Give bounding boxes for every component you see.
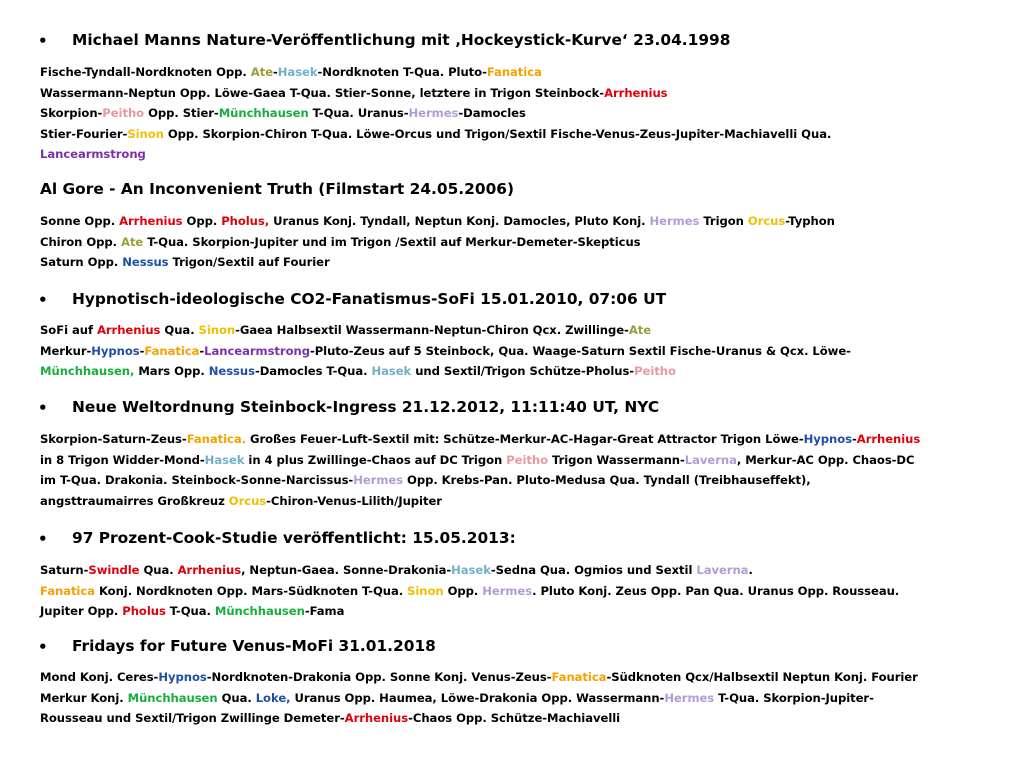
bullet-icon: • [38, 399, 48, 417]
highlighted-term: Orcus [747, 214, 786, 228]
section-body [40, 211, 1024, 273]
text-run: Opp. [182, 214, 222, 228]
highlighted-term: Fanatica. [186, 432, 246, 446]
text-run: -Südknoten Qcx/Halbsextil Neptun Konj. Fourier [606, 670, 918, 684]
text-run: Fische-Tyndall-Nordknoten Opp. [40, 65, 251, 79]
text-run: -Typhon [785, 214, 835, 228]
text-run: -Nordknoten T-Qua. Pluto- [317, 65, 487, 79]
highlighted-term: Pholus [122, 604, 166, 618]
bullet-icon: • [38, 32, 48, 50]
text-run: Jupiter Opp. [40, 604, 123, 618]
text-run: - [199, 343, 205, 358]
text-run: . [748, 563, 753, 577]
text-run: Opp. Stier- [144, 106, 219, 120]
text-line [40, 252, 1024, 273]
text-run: Konj. Nordknoten Opp. Mars-Südknoten T-Qua. [94, 583, 408, 598]
text-line [40, 361, 1024, 382]
text-run: Chiron Opp. [40, 234, 122, 249]
section-heading: Michael Manns Nature-Veröffentlichung mit ‚Hockeystick-Kurve‘ 23.04.1998 [72, 31, 731, 49]
highlighted-term: Ate [628, 323, 652, 337]
text-run: Qua. [217, 690, 256, 705]
highlighted-term: Arrhenius [856, 432, 921, 446]
text-run: angsttraumairres Großkreuz [40, 493, 229, 508]
highlighted-term: Arrhenius [177, 563, 242, 577]
highlighted-term: Arrhenius [96, 323, 161, 337]
text-line [40, 688, 1024, 709]
text-line [40, 341, 1024, 362]
highlighted-term: Hypnos [803, 432, 852, 446]
text-line [40, 560, 1024, 581]
highlighted-term: Hasek [371, 364, 412, 378]
text-run: -Fama [304, 604, 345, 618]
text-run: Uranus Konj. Tyndall, Neptun Konj. Damocles, Pluto Konj. [269, 214, 650, 228]
text-run: im T-Qua. Drakonia. Steinbock-Sonne-Narcissus- [40, 473, 354, 487]
text-line [40, 450, 1024, 471]
text-run: in 8 Trigon Widder-Mond- [40, 452, 205, 467]
text-run: - [852, 432, 857, 446]
highlighted-term: Lancearmstrong [40, 147, 146, 161]
highlighted-term: Loke, [255, 690, 291, 705]
text-run: , Merkur-AC Opp. Chaos-DC [736, 452, 915, 467]
section-body [40, 560, 1024, 622]
highlighted-term: Hermes [482, 583, 533, 598]
highlighted-term: Arrhenius [119, 214, 183, 228]
highlighted-term: Arrhenius [604, 85, 668, 100]
text-run: Saturn Opp. [40, 255, 123, 269]
highlighted-term: Fanatica [40, 583, 95, 598]
text-run: Wassermann-Neptun Opp. Löwe-Gaea T-Qua. Stier-Sonne, letztere in Trigon Steinbock- [40, 85, 605, 100]
highlighted-term: Pholus, [221, 214, 270, 228]
text-line [40, 491, 1024, 512]
highlighted-term: Sinon [127, 126, 164, 141]
text-line [40, 708, 1024, 729]
text-line [40, 429, 1024, 450]
highlighted-term: Hermes [353, 473, 404, 487]
text-line [40, 144, 1024, 165]
text-run: Opp. Krebs-Pan. Pluto-Medusa Qua. Tyndall (Treibhauseffekt), [403, 473, 811, 487]
bullet-icon: • [38, 530, 48, 548]
text-run: T-Qua. Skorpion-Jupiter und im Trigon /Sextil auf Merkur-Demeter-Skepticus [143, 234, 641, 249]
section-body [40, 62, 1024, 165]
section-heading: Al Gore - An Inconvenient Truth (Filmstart 24.05.2006) [40, 180, 515, 198]
highlighted-term: Sinon [407, 583, 444, 598]
highlighted-term: Fanatica [486, 65, 542, 79]
text-run: -Damocles T-Qua. [254, 364, 372, 378]
text-run: Merkur- [40, 343, 92, 358]
text-run: -Chaos Opp. Schütze-Machiavelli [408, 711, 621, 725]
section-heading: 97 Prozent-Cook-Studie veröffentlicht: 15.05.2013: [72, 529, 516, 547]
text-line [40, 667, 1024, 688]
text-run: Mars Opp. [134, 364, 209, 378]
highlighted-term: Laverna [696, 563, 749, 577]
text-run: - [139, 343, 145, 358]
text-run: Uranus Opp. Haumea, Löwe-Drakonia Opp. Wassermann- [290, 690, 665, 705]
section-heading: Fridays for Future Venus-MoFi 31.01.2018 [72, 637, 436, 655]
highlighted-term: Hasek [277, 65, 318, 79]
text-run: Trigon/Sextil auf Fourier [168, 255, 330, 269]
highlighted-term: Ate [121, 234, 144, 249]
highlighted-term: Peitho [634, 364, 676, 378]
text-run: T-Qua. Skorpion-Jupiter- [714, 690, 874, 705]
highlighted-term: Hasek [204, 452, 245, 467]
text-run: -Nordknoten-Drakonia Opp. Sonne Konj. Venus-Zeus- [206, 670, 552, 684]
text-run: -Pluto-Zeus auf 5 Steinbock, Qua. Waage-Saturn Sextil Fische-Uranus & Qcx. Löwe- [309, 343, 851, 358]
text-run: Merkur Konj. [40, 690, 128, 705]
highlighted-term: Fanatica [144, 343, 200, 358]
highlighted-term: Orcus [228, 493, 267, 508]
text-run: SoFi auf [40, 323, 97, 337]
highlighted-term: Sinon [198, 323, 236, 337]
text-line [40, 581, 1024, 602]
highlighted-term: Ate [250, 65, 274, 79]
highlighted-term: Hermes [649, 214, 700, 228]
section-heading: Neue Weltordnung Steinbock-Ingress 21.12.2012, 11:11:40 UT, NYC [72, 398, 660, 416]
highlighted-term: Hermes [408, 106, 459, 120]
text-run: Opp. [443, 583, 483, 598]
text-run: . Pluto Konj. Zeus Opp. Pan Qua. Uranus Opp. Rousseau. [532, 583, 900, 598]
highlighted-term: Peitho [102, 106, 145, 120]
text-run: Skorpion- [40, 106, 103, 120]
text-line [40, 62, 1024, 83]
text-run: Stier-Fourier- [40, 126, 128, 141]
highlighted-term: Hermes [664, 690, 715, 705]
highlighted-term: Lancearmstrong [204, 343, 310, 358]
text-run: in 4 plus Zwillinge-Chaos auf DC Trigon [244, 452, 507, 467]
text-run: - [273, 65, 278, 79]
highlighted-term: Hasek [451, 563, 491, 577]
text-line [40, 124, 1024, 145]
text-line [40, 103, 1024, 124]
text-line [40, 601, 1024, 622]
bullet-icon: • [38, 638, 48, 656]
highlighted-term: Nessus [122, 255, 169, 269]
text-line [40, 232, 1024, 253]
section-body [40, 320, 1024, 382]
highlighted-term: Arrhenius [344, 711, 409, 725]
text-run: -Chiron-Venus-Lilith/Jupiter [266, 493, 442, 508]
text-run: -Damocles [458, 106, 526, 120]
highlighted-term: Fanatica [551, 670, 607, 684]
highlighted-term: Münchhausen [218, 106, 309, 120]
highlighted-term: Münchhausen, [40, 364, 135, 378]
text-run: Saturn- [40, 563, 89, 577]
text-run: T-Qua. [165, 604, 215, 618]
highlighted-term: Nessus [208, 364, 255, 378]
highlighted-term: Swindle [88, 563, 140, 577]
highlighted-term: Hypnos [91, 343, 140, 358]
highlighted-term: Laverna [684, 452, 737, 467]
text-run: Großes Feuer-Luft-Sextil mit: Schütze-Merkur-AC-Hagar-Great Attractor Trigon Löwe- [246, 432, 804, 446]
highlighted-term: Münchhausen [214, 604, 305, 618]
text-run: Trigon [699, 214, 748, 228]
bullet-icon: • [38, 291, 48, 309]
text-run: , Neptun-Gaea. Sonne-Drakonia- [241, 563, 452, 577]
text-run: Qua. [160, 323, 199, 337]
text-run: Qua. [139, 563, 178, 577]
text-run: -Gaea Halbsextil Wassermann-Neptun-Chiron Qcx. Zwillinge- [235, 323, 629, 337]
text-run: Skorpion-Saturn-Zeus- [40, 432, 187, 446]
text-run: Rousseau und Sextil/Trigon Zwillinge Demeter- [40, 711, 345, 725]
section-body [40, 429, 1024, 511]
highlighted-term: Peitho [506, 452, 548, 467]
text-line [40, 211, 1024, 232]
text-run: Opp. Skorpion-Chiron T-Qua. Löwe-Orcus und Trigon/Sextil Fische-Venus-Zeus-Jupiter-Machiavelli Qua. [163, 126, 832, 141]
text-line [40, 320, 1024, 341]
text-run: Trigon Wassermann- [548, 452, 685, 467]
text-run: Sonne Opp. [40, 214, 120, 228]
text-run: und Sextil/Trigon Schütze-Pholus- [411, 364, 635, 378]
text-line [40, 83, 1024, 104]
section-body [40, 667, 1024, 729]
text-line [40, 470, 1024, 491]
text-run: Mond Konj. Ceres- [40, 670, 159, 684]
text-run: T-Qua. Uranus- [308, 106, 409, 120]
highlighted-term: Hypnos [158, 670, 207, 684]
section-heading: Hypnotisch-ideologische CO2-Fanatismus-SoFi 15.01.2010, 07:06 UT [72, 290, 667, 308]
text-run: -Sedna Qua. Ogmios und Sextil [490, 563, 697, 577]
highlighted-term: Münchhausen [127, 690, 218, 705]
